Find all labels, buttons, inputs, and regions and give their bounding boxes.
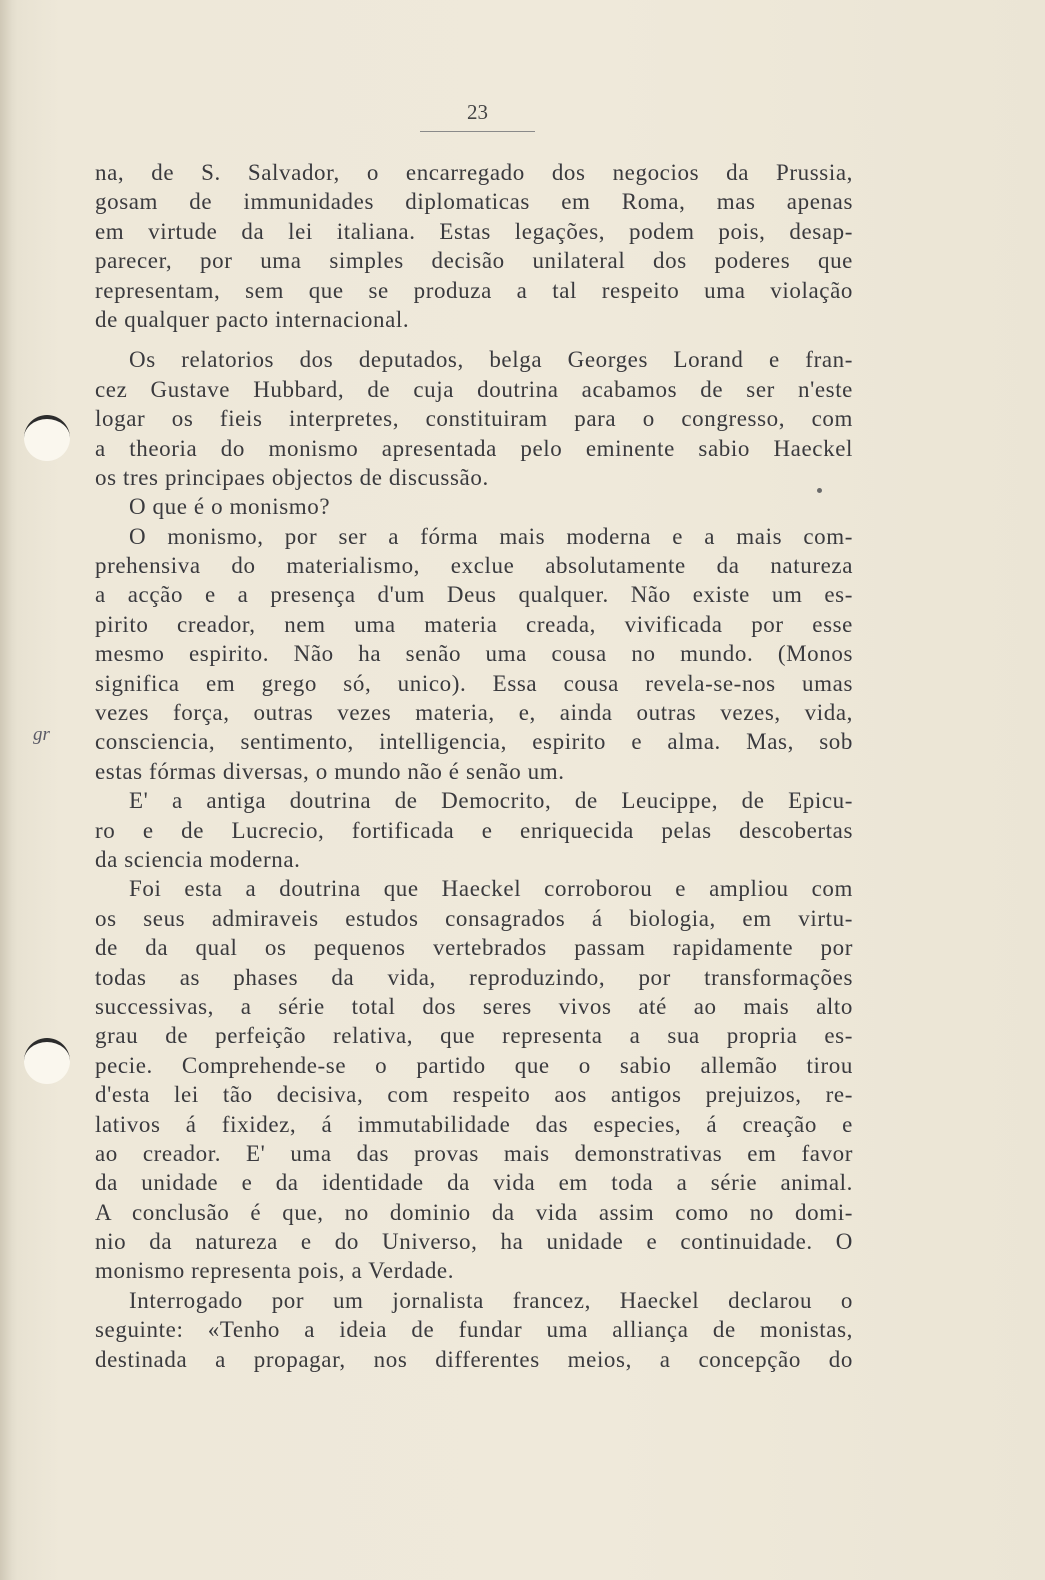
binding-edge — [0, 0, 12, 1580]
text-line: lativos á fixidez, á immutabilidade das especies, á creação e — [95, 1111, 853, 1137]
text-line: ro e de Lucrecio, fortificada e enriquecida pelas descobertas — [95, 817, 853, 843]
text-line: todas as phases da vida, reproduzindo, por transformações — [95, 964, 853, 990]
text-line: E' a antiga doutrina de Democrito, de Leucippe, de Epicu- — [129, 788, 853, 814]
text-line: representam, sem que se produza a tal respeito uma violação — [95, 277, 853, 303]
punch-hole — [24, 1038, 70, 1084]
text-line: em virtude da lei italiana. Estas legações, podem pois, desap- — [95, 218, 853, 244]
text-line: mesmo espirito. Não ha senão uma cousa no mundo. (Monos — [95, 641, 853, 667]
text-line: Foi esta a doutrina que Haeckel corroborou e ampliou com — [129, 876, 853, 902]
text-line: nio da natureza e do Universo, ha unidade e continuidade. O — [95, 1229, 853, 1255]
text-line: os seus admiraveis estudos consagrados á biologia, em virtu- — [95, 905, 853, 931]
text-line: significa em grego só, unico). Essa cousa revela-se-nos umas — [95, 670, 853, 696]
text-line: Interrogado por um jornalista francez, Haeckel declarou o — [129, 1287, 853, 1313]
text-line: monismo representa pois, a Verdade. — [95, 1258, 455, 1284]
text-line: consciencia, sentimento, intelligencia, espirito e alma. Mas, sob — [95, 729, 853, 755]
text-line: de qualquer pacto internacional. — [95, 306, 410, 332]
punch-hole — [24, 415, 70, 461]
text-line: A conclusão é que, no dominio da vida assim como no domi- — [95, 1199, 853, 1225]
text-line: logar os fieis interpretes, constituiram para o congresso, com — [95, 406, 853, 432]
text-line: da sciencia moderna. — [95, 846, 301, 872]
text-line: d'esta lei tão decisiva, com respeito aos antigos prejuizos, re- — [95, 1082, 853, 1108]
text-line: Os relatorios dos deputados, belga Georges Lorand e fran- — [129, 347, 853, 373]
text-line: estas fórmas diversas, o mundo não é senão um. — [95, 758, 565, 784]
text-line: da unidade e da identidade da vida em toda a série animal. — [95, 1170, 853, 1196]
text-line: pecie. Comprehende-se o partido que o sabio allemão tirou — [95, 1052, 853, 1078]
text-line: seguinte: «Tenho a ideia de fundar uma alliança de monistas, — [95, 1317, 853, 1343]
text-line: destinada a propagar, nos differentes meios, a concepção do — [95, 1346, 853, 1372]
body-text — [95, 158, 853, 1374]
text-line: pirito creador, nem uma materia creada, vivificada por esse — [95, 611, 853, 637]
text-line: ao creador. E' uma das provas mais demonstrativas em favor — [95, 1140, 853, 1166]
text-line: parecer, por uma simples decisão unilateral dos poderes que — [95, 248, 853, 274]
page-number: 23 — [467, 100, 488, 124]
text-line: O que é o monismo? — [129, 494, 331, 520]
text-line: de da qual os pequenos vertebrados passam rapidamente por — [95, 935, 853, 961]
header-rule — [420, 131, 535, 132]
text-line: cez Gustave Hubbard, de cuja doutrina acabamos de ser n'este — [95, 376, 853, 402]
text-line: grau de perfeição relativa, que representa a sua propria es- — [95, 1023, 853, 1049]
text-line: O monismo, por ser a fórma mais moderna e a mais com- — [129, 523, 853, 549]
text-line: vezes força, outras vezes materia, e, ainda outras vezes, vida, — [95, 700, 853, 726]
text-line: os tres principaes objectos de discussão. — [95, 464, 489, 490]
text-line: successivas, a série total dos seres vivos até ao mais alto — [95, 993, 853, 1019]
text-line: a acção e a presença d'um Deus qualquer. Não existe um es- — [95, 582, 853, 608]
text-line: a theoria do monismo apresentada pelo eminente sabio Haeckel — [95, 435, 853, 461]
text-line: prehensiva do materialismo, exclue absolutamente da natureza — [95, 553, 853, 579]
text-line: na, de S. Salvador, o encarregado dos negocios da Prussia, — [95, 160, 853, 185]
text-line: gosam de immunidades diplomaticas em Roma, mas apenas — [95, 189, 853, 215]
margin-annotation: gr — [33, 724, 50, 745]
